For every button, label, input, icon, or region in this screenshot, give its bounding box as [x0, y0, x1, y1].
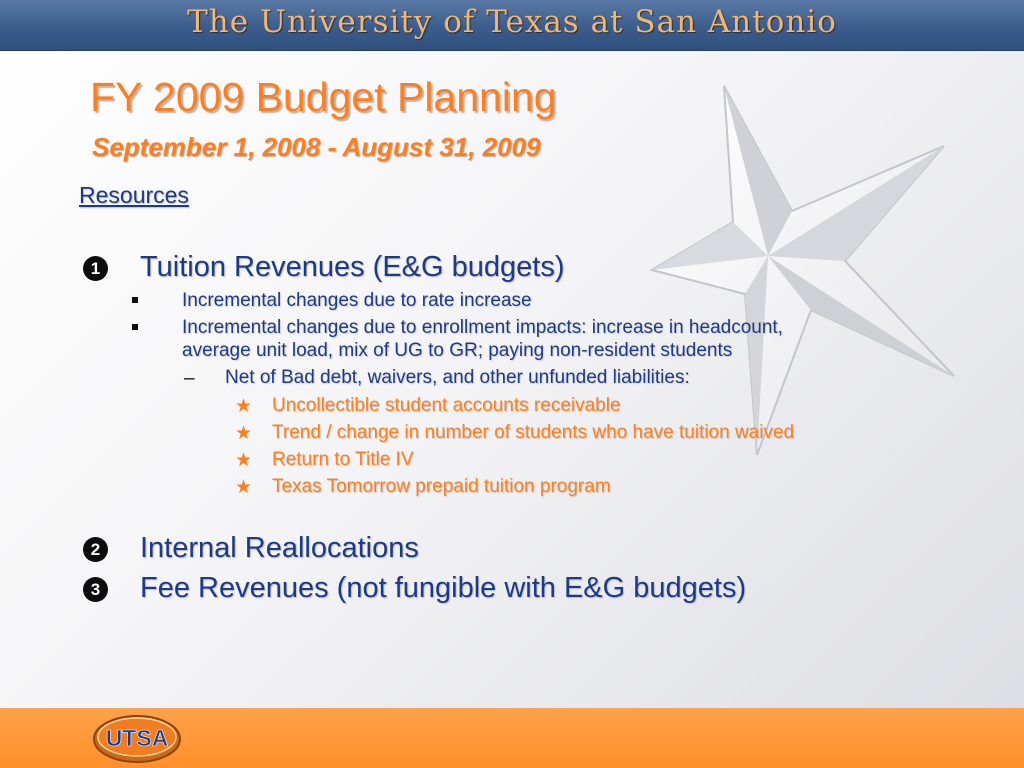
numbered-bullet-icon: 1 — [83, 256, 108, 281]
tuition-waived-item: Trend / change in number of students who have tuition waived — [272, 422, 795, 443]
enrollment-impacts-item-line1: Incremental changes due to enrollment impacts: increase in headcount, — [182, 317, 783, 338]
utsa-logo — [92, 712, 182, 764]
title-iv-item: Return to Title IV — [272, 449, 414, 470]
square-bullet-icon — [132, 297, 138, 303]
rate-increase-item: Incremental changes due to rate increase — [182, 290, 532, 311]
resources-link[interactable]: Resources — [79, 182, 189, 208]
enrollment-impacts-item-line2: average unit load, mix of UG to GR; paying non-resident students — [182, 340, 733, 361]
star-bullet-icon: ★ — [235, 477, 253, 498]
dash-bullet-icon: – — [184, 368, 195, 389]
top-banner — [0, 0, 1024, 51]
texas-tomorrow-item: Texas Tomorrow prepaid tuition program — [272, 476, 611, 497]
slide-title: FY 2009 Budget Planning — [90, 74, 557, 120]
utsa-logo-text: UTSA — [105, 725, 169, 751]
star-bullet-icon: ★ — [235, 423, 253, 444]
numbered-bullet-icon: 2 — [83, 537, 108, 562]
internal-reallocations-heading: Internal Reallocations — [140, 532, 419, 564]
fee-revenues-heading: Fee Revenues (not fungible with E&G budgets) — [140, 572, 747, 604]
uncollectible-accounts-item: Uncollectible student accounts receivable — [272, 395, 621, 416]
square-bullet-icon — [132, 324, 138, 330]
slide-subtitle: September 1, 2008 - August 31, 2009 — [92, 132, 541, 162]
net-of-bad-debt-item: Net of Bad debt, waivers, and other unfunded liabilities: — [225, 367, 690, 388]
banner-title: The University of Texas at San Antonio — [187, 4, 837, 40]
lone-star-watermark-icon — [640, 80, 960, 460]
numbered-bullet-icon: 3 — [83, 577, 108, 602]
star-bullet-icon: ★ — [235, 396, 253, 417]
star-bullet-icon: ★ — [235, 450, 253, 471]
tuition-revenues-heading: Tuition Revenues (E&G budgets) — [140, 251, 565, 283]
